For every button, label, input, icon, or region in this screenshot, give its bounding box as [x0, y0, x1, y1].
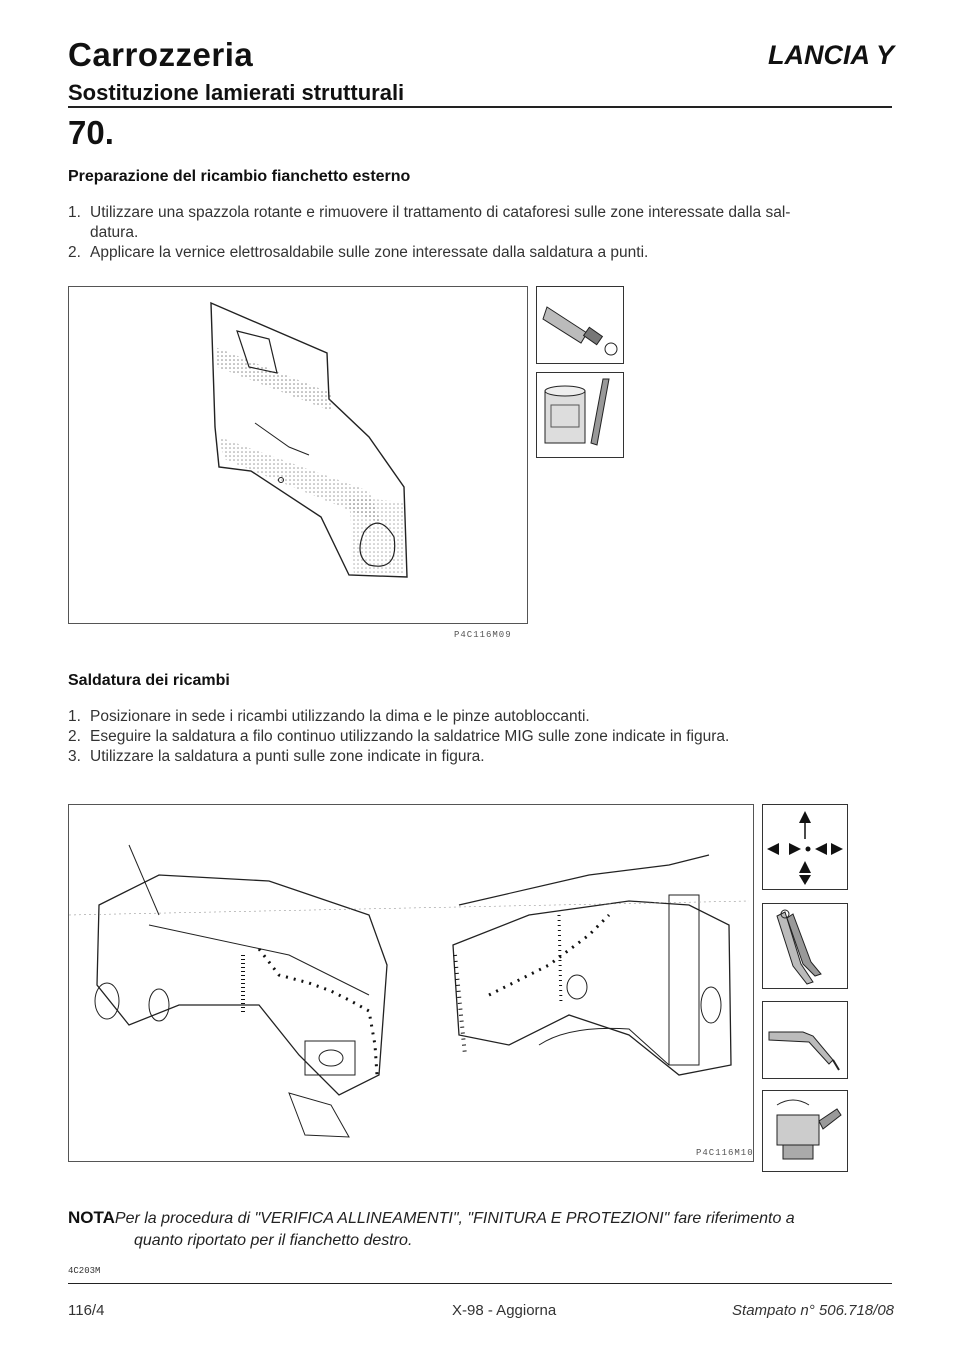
list-item — [68, 727, 888, 747]
section2-steps — [68, 707, 888, 767]
section1-heading: Preparazione del ricambio fianchetto esterno — [68, 168, 411, 185]
footer-rule — [68, 1283, 892, 1284]
note-text-line2: quanto riportato per il fianchetto destro. — [134, 1232, 413, 1249]
figure-code: P4C116M10 — [696, 1148, 754, 1158]
mig-torch-icon — [762, 1001, 848, 1079]
brand-label: LANCIA Y — [767, 40, 894, 70]
step-text: Posizionare in sede i ricambi utilizzando la dima e le pinze autobloccanti. — [90, 708, 590, 725]
document-id: 4C203M — [68, 1266, 101, 1276]
step-text: Utilizzare la saldatura a punti sulle zone indicate in figura. — [90, 748, 485, 765]
section1-steps — [68, 203, 888, 263]
section-number: 70. — [68, 114, 114, 151]
figure-code: P4C116M09 — [454, 630, 512, 640]
spot-welder-icon — [762, 1090, 848, 1172]
step-text-continued: datura. — [90, 224, 139, 241]
section-title: Carrozzeria — [68, 36, 254, 73]
list-item — [68, 707, 888, 727]
weld-symbols-icon — [762, 804, 848, 890]
step-number: 2. — [68, 728, 81, 745]
step-text: Applicare la vernice elettrosaldabile sulle zone interessate dalla saldatura a punti. — [90, 244, 649, 261]
list-item — [68, 203, 888, 243]
step-number: 3. — [68, 748, 81, 765]
paint-can-brush-icon — [536, 372, 624, 458]
step-number: 1. — [68, 708, 81, 725]
header-rule — [68, 106, 892, 108]
spray-bottle-icon — [536, 286, 624, 364]
step-number: 1. — [68, 204, 81, 221]
locking-pliers-icon — [762, 903, 848, 989]
step-text: Utilizzare una spazzola rotante e rimuovere il trattamento di cataforesi sulle zone interessate dalla sal- — [90, 204, 791, 221]
list-item — [68, 747, 888, 767]
note-text-line1: Per la procedura di "VERIFICA ALLINEAMENTI", "FINITURA E PROTEZIONI" fare riferimento a — [114, 1210, 795, 1227]
note-label: NOTA — [68, 1208, 115, 1227]
step-number: 2. — [68, 244, 81, 261]
print-number: Stampato n° 506.718/08 — [732, 1302, 894, 1319]
footer-center: X-98 - Aggiorna — [452, 1302, 557, 1319]
fender-figure — [68, 286, 528, 624]
list-item — [68, 243, 888, 263]
step-text: Eseguire la saldatura a filo continuo utilizzando la saldatrice MIG sulle zone indicate in figura. — [90, 728, 730, 745]
fender-drawing — [69, 287, 527, 623]
welding-drawing — [69, 805, 753, 1161]
section-subtitle: Sostituzione lamierati strutturali — [68, 80, 405, 105]
welding-figure — [68, 804, 754, 1162]
note-block — [68, 1207, 898, 1252]
section2-heading: Saldatura dei ricambi — [68, 672, 230, 689]
page-number: 116/4 — [68, 1302, 105, 1319]
